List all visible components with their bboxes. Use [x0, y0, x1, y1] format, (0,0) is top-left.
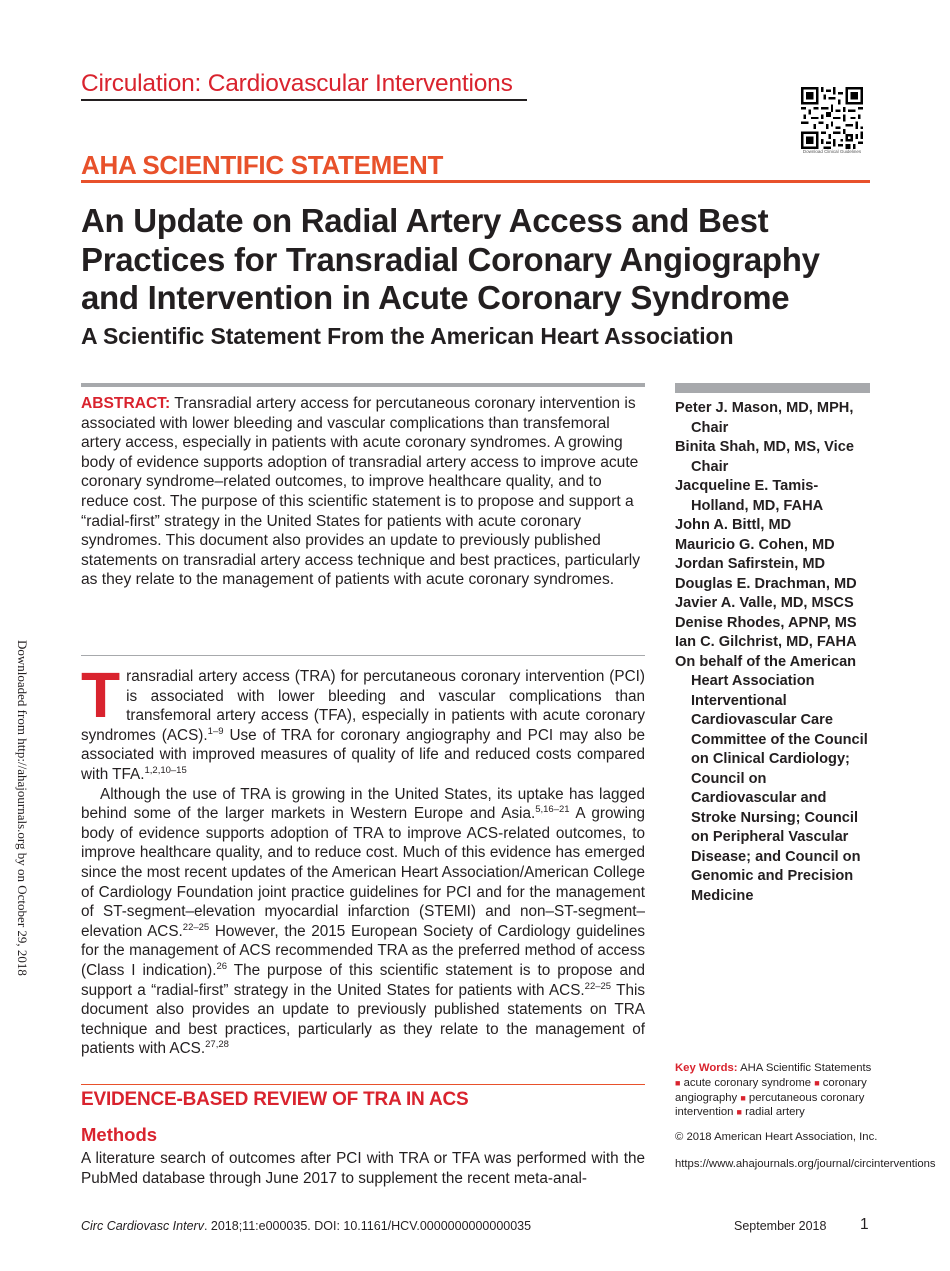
- article-title: An Update on Radial Artery Access and Best Practices for Transradial Coronary Angiography and Intervention in Acute Coronary Syndrome: [81, 202, 820, 316]
- author-affiliation: On behalf of the American Heart Association Interventional Cardiovascular Care Committee of the Council on Clinical Cardiology; Council on Cardiovascular and Stroke Nursing; Council on Peripheral Vascular Disease; and Council on Genomic and Precision Medicine: [675, 653, 868, 904]
- statement-rule: [81, 180, 870, 183]
- author: Javier A. Valle, MD, MSCS: [675, 595, 854, 611]
- author: Binita Shah, MD, MS, Vice Chair: [675, 439, 854, 475]
- body-paragraph: [81, 785, 645, 1059]
- author: Denise Rhodes, APNP, MS: [675, 614, 857, 631]
- author: Ian C. Gilchrist, MD, FAHA: [675, 634, 857, 650]
- journal-name: Circulation: Cardiovascular Interventions: [81, 70, 513, 97]
- keyword: AHA Scientific Statements: [740, 1062, 872, 1074]
- body-text: Use of TRA for coronary angiography and PCI may also be associated with improved measures of quality of life and reduced costs compared with TFA.: [81, 726, 645, 783]
- square-bullet-icon: ■: [814, 1077, 820, 1088]
- article-subtitle: A Scientific Statement From the American Heart Association: [81, 323, 734, 349]
- author: John A. Bittl, MD: [675, 517, 792, 533]
- keywords: [675, 1061, 875, 1120]
- keyword: radial artery: [745, 1106, 805, 1119]
- journal-rule: [81, 99, 527, 101]
- author: Jordan Safirstein, MD: [675, 556, 826, 572]
- abstract-bottom-rule: [81, 655, 645, 656]
- section-rule: [81, 1084, 645, 1085]
- body-text: The purpose of this scientific statement is to propose and support a “radial-first” strategy in the United States for patients with ACS.: [81, 961, 645, 999]
- download-watermark: Downloaded from http://ahajournals.org by on October 29, 2018: [15, 640, 30, 976]
- author: Jacqueline E. Tamis-Holland, MD, FAHA: [675, 478, 824, 514]
- author-list: [675, 399, 875, 906]
- square-bullet-icon: ■: [740, 1092, 746, 1103]
- footer-citation: [81, 1219, 531, 1233]
- methods-text: A literature search of outcomes after PCI with TRA or TFA was performed with the PubMed database through June 2017 to supplement the recent meta-anal-: [81, 1150, 645, 1187]
- footer-date: September 2018: [734, 1219, 827, 1233]
- square-bullet-icon: ■: [736, 1107, 742, 1118]
- page-number: 1: [860, 1216, 869, 1233]
- abstract-label: ABSTRACT:: [81, 395, 171, 412]
- keyword: coronary angiography: [675, 1076, 867, 1104]
- body-text: This document also provides an update to previously published statements on TRA technique and best practices, particularly as they relate to the management of patients with ACS.: [81, 981, 646, 1058]
- abstract: [81, 394, 643, 590]
- article-body: [81, 659, 646, 1059]
- authors-top-rule: [675, 383, 870, 393]
- journal-abbrev: Circ Cardiovasc Interv: [81, 1219, 204, 1233]
- drop-cap: T: [81, 659, 121, 731]
- abstract-text: Transradial artery access for percutaneous coronary intervention is associated with lower bleeding and vascular complications than transfemoral artery access, especially in patients with acute coronary syndromes. A growing body of evidence supports adoption of transradial artery access to improve acute coronary syndrome–related outcomes, to improve healthcare quality, and to reduce cost. The purpose of this scientific statement is to propose and support a “radial-first” strategy in the United States for patients with acute coronary syndromes. This document also provides an update to previously published statements on transradial artery access technique and best practices, particularly as they relate to the management of patients with acute coronary syndromes.: [81, 395, 641, 589]
- statement-type-heading: AHA SCIENTIFIC STATEMENT: [81, 150, 444, 180]
- body-text: A growing body of evidence supports adoption of TRA to improve ACS-related outcomes, to improve healthcare quality, and to reduce cost. Much of this evidence has emerged since the most recent updates of the American Heart Association/American College of Cardiology Foundation joint practice guidelines for PCI and for the management of ST-segment–elevation myocardial infarction (STEMI) and non–ST-segment–elevation ACS.: [81, 805, 645, 940]
- keyword: acute coronary syndrome: [683, 1076, 812, 1089]
- square-bullet-icon: ■: [675, 1077, 681, 1088]
- journal-url-link[interactable]: https://www.ahajournals.org/journal/circinterventions: [675, 1158, 936, 1170]
- citation-ref[interactable]: 26: [216, 960, 228, 972]
- qr-code-icon: [801, 87, 863, 149]
- body-paragraph: [81, 659, 645, 785]
- citation-ref[interactable]: 1,2,10–15: [144, 764, 187, 776]
- citation-ref[interactable]: 22–25: [584, 980, 612, 992]
- body-text: Although the use of TRA is growing in the United States, its uptake has lagged behind some of the larger markets in Western Europe and Asia.: [81, 785, 645, 823]
- copyright: © 2018 American Heart Association, Inc.: [675, 1131, 878, 1143]
- citation-details[interactable]: . 2018;11:e000035. DOI: 10.1161/HCV.0000000000000035: [203, 1219, 532, 1233]
- section-heading: EVIDENCE-BASED REVIEW OF TRA IN ACS: [81, 1089, 469, 1110]
- body-text: ransradial artery access (TRA) for percutaneous coronary intervention (PCI) is associated with lower bleeding and vascular complications than transfemoral artery access (TFA), especially in patients with acute coronary syndromes (ACS).: [81, 668, 645, 744]
- abstract-top-rule: [81, 383, 645, 387]
- keyword: percutaneous coronary intervention: [675, 1091, 865, 1119]
- author: Peter J. Mason, MD, MPH, Chair: [675, 400, 854, 436]
- citation-ref[interactable]: 1–9: [207, 725, 224, 737]
- citation-ref[interactable]: 22–25: [182, 921, 210, 933]
- author: Douglas E. Drachman, MD: [675, 575, 857, 592]
- subsection-heading: Methods: [81, 1124, 158, 1145]
- body-text: However, the 2015 European Society of Cardiology guidelines for the management of ACS recommended TRA as the preferred method of access (Class I indication).: [81, 922, 645, 979]
- citation-ref[interactable]: 27,28: [205, 1039, 229, 1051]
- citation-ref[interactable]: 5,16–21: [535, 804, 570, 816]
- qr-caption: Download Clinical Guidelines: [802, 149, 862, 154]
- keywords-label: Key Words:: [675, 1062, 738, 1074]
- author: Mauricio G. Cohen, MD: [675, 536, 835, 553]
